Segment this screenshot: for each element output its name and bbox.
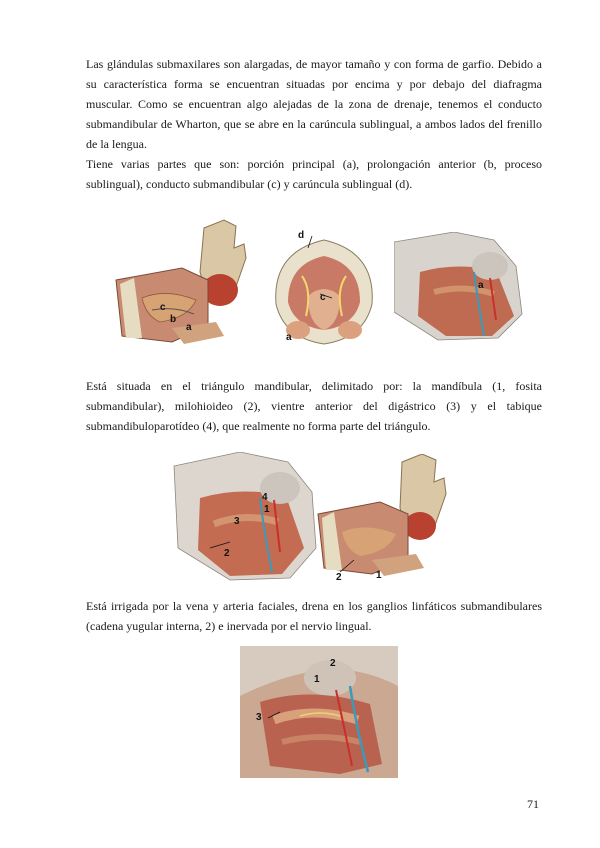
- figure-label: 2: [336, 572, 342, 583]
- paragraph-text-parts: Tiene varias partes que son: porción principal (a), prolongación anterior (b, proceso sublingual), conducto submandibular (c) y carúncula sublingual (d).: [86, 157, 542, 191]
- paragraph-irrigation: [86, 596, 542, 636]
- figure-lateral-mandible: [112, 218, 262, 356]
- paragraph-text: Está situada en el triángulo mandibular, delimitado por: la mandíbula (1, fosita submandibular), milohioideo (2), vientre anterior del digástrico (3) y el tabique submandibuloparotídeo (4), que realmente no forma parte del triángulo.: [86, 379, 542, 433]
- figure-label: 2: [224, 548, 230, 559]
- paragraph-submaxillary-intro: [86, 54, 542, 194]
- figure-triangle-lateral-head: [170, 452, 320, 582]
- paragraph-text: Las glándulas submaxilares son alargadas, de mayor tamaño y con forma de garfio. Debido a su característica forma se encuentran situadas por encima y por debajo del diafragma muscular. Como se encuentran algo alejadas de la zona de drenaje, tenemos el conducto submandibular de Wharton, que se abre en la carúncula sublingual, a ambos lados del frenillo de la lengua.: [86, 57, 542, 151]
- figure-label: b: [170, 314, 177, 325]
- figure-label: c: [160, 302, 166, 313]
- figure-label: c: [320, 292, 326, 303]
- figure-vascular-supply: [240, 646, 398, 778]
- figure-label: 1: [376, 570, 382, 581]
- figure-label: a: [286, 332, 292, 343]
- page-number: 71: [527, 797, 539, 811]
- figure-label: 4: [262, 492, 268, 503]
- figure-label: a: [186, 322, 192, 333]
- figure-label: 3: [234, 516, 240, 527]
- figure-lateral-head: [394, 232, 528, 342]
- figure-label: a: [478, 280, 484, 291]
- figure-label: 1: [264, 504, 270, 515]
- paragraph-submandibular-triangle: [86, 376, 542, 436]
- figure-triangle-mandible: [314, 454, 458, 584]
- figure-label: 1: [314, 674, 320, 685]
- figure-label: 3: [256, 712, 262, 723]
- figure-floor-of-mouth: [262, 226, 386, 350]
- paragraph-text: Está irrigada por la vena y arteria faciales, drena en los ganglios linfáticos submandibulares (cadena yugular interna, 2) e inervada por el nervio lingual.: [86, 599, 542, 633]
- figure-label: d: [298, 230, 305, 241]
- figure-label: 2: [330, 658, 336, 669]
